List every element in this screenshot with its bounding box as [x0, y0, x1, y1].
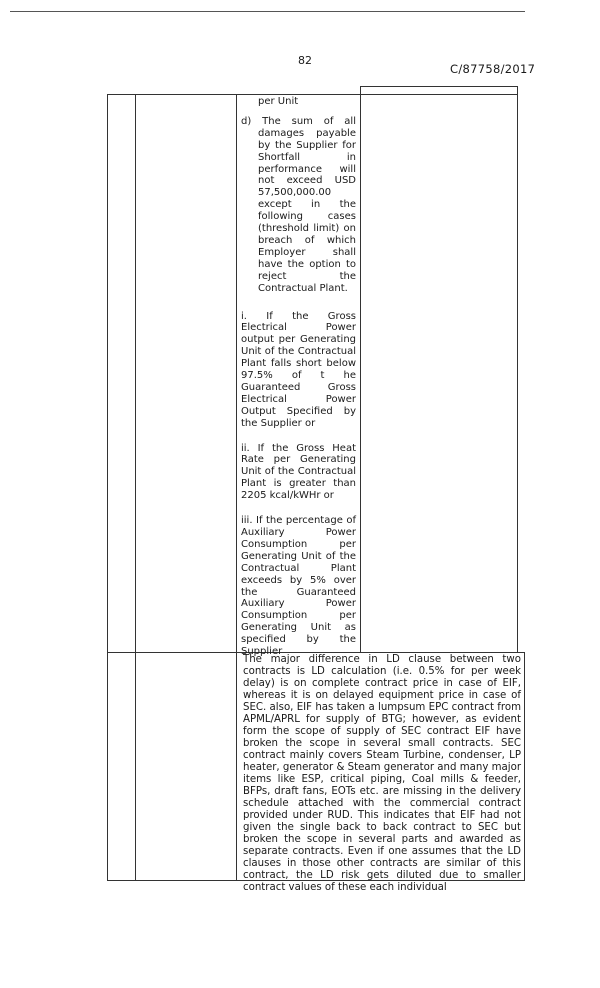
table-top-border: [107, 94, 517, 95]
per-unit-text: per Unit: [258, 96, 299, 107]
row2-remarks-cell: [243, 654, 521, 907]
case-iii: iii. If the percentage of Auxiliary Power Consumption per Generating Unit of the Contractual Plant exceeds by 5% over the Guaranteed Auxiliary Power Consumption per Generating Unit as specified by the Supplier: [241, 515, 356, 658]
case-i: i. If the Gross Electrical Power output per Generating Unit of the Contractual Plant falls short below 97.5% of t he Guaranteed Gross Electrical Power Output Specified by the Supplier or: [241, 310, 356, 429]
column-divider-2: [236, 94, 237, 880]
case-ii: ii. If the Gross Heat Rate per Generating Unit of the Contractual Plant is greater than 2205 kcal/kWHr or: [241, 442, 356, 502]
page-number: 82: [298, 54, 312, 67]
scan-top-rule: [10, 11, 525, 12]
table-top-border-right: [360, 86, 517, 87]
column-divider-1: [135, 94, 136, 880]
row1-terms-cell: [241, 96, 356, 671]
column-divider-3: [360, 86, 361, 652]
document-reference: C/87758/2017: [450, 62, 536, 76]
table-left-border: [107, 94, 108, 880]
table-right-border: [517, 86, 518, 652]
clause-d: d) The sum of all damages payable by the Supplier for Shortfall in performance will not exceed USD 57,500,000.00 except in the following cases (threshold limit) on breach of which Employer shall have the option to reject the Contractual Plant.: [241, 115, 356, 294]
table-right-border-row2: [524, 652, 525, 880]
remarks-text: The major difference in LD clause between two contracts is LD calculation (i.e. 0.5% for per week delay) is on complete contract price in case of EIF, whereas it is on delayed equipment price in case of SEC. also, EIF has taken a lumpsum EPC contract from APML/APRL for supply of BTG; however, as evident form the scope of supply of SEC contract EIF have broken the scope in several small contracts. SEC contract mainly covers Steam Turbine, condenser, LP heater, generator & Steam generator and many major items like ESP, critical piping, Coal mills & feeder, BFPs, draft fans, EOTs etc. are missing in the delivery schedule attached with the commercial contract provided under RUD. This indicates that EIF had not given the single back to back contract to SEC but broken the scope in several parts and awarded as separate contracts. Even if one assumes that the LD clauses in those other contracts are similar of this contract, the LD risk gets diluted due to smaller contract values of these each individual: [243, 654, 522, 893]
